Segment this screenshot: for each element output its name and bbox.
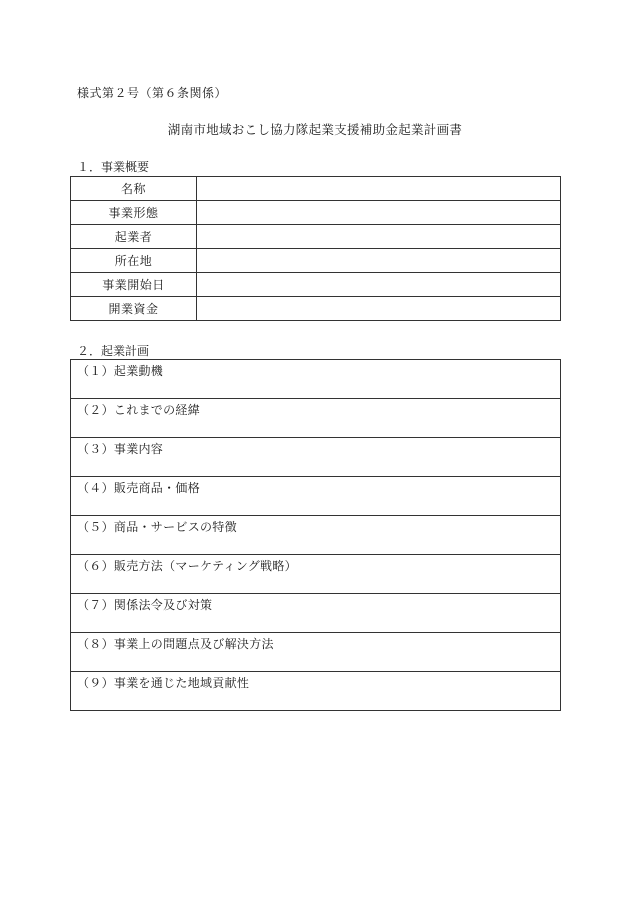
row-value-field[interactable] — [197, 177, 561, 201]
row-value-field[interactable] — [197, 201, 561, 225]
plan-item-field[interactable]: （６）販売方法（マーケティング戦略） — [71, 555, 561, 594]
row-value-field[interactable] — [197, 225, 561, 249]
row-label: 所在地 — [71, 249, 197, 273]
row-value-field[interactable] — [197, 273, 561, 297]
section-heading-plan: ２．起業計画 — [77, 344, 150, 358]
plan-item-field[interactable]: （８）事業上の問題点及び解決方法 — [71, 633, 561, 672]
table-row — [71, 297, 561, 321]
row-label: 事業開始日 — [71, 273, 197, 297]
plan-item-field[interactable]: （５）商品・サービスの特徴 — [71, 516, 561, 555]
section-heading-overview: １．事業概要 — [77, 160, 150, 174]
row-label: 起業者 — [71, 225, 197, 249]
table-row — [71, 516, 561, 555]
row-label: 事業形態 — [71, 201, 197, 225]
table-row — [71, 438, 561, 477]
document-title: 湖南市地域おこし協力隊起業支援補助金起業計画書 — [167, 122, 463, 137]
row-label: 名称 — [71, 177, 197, 201]
plan-item-field[interactable]: （１）起業動機 — [71, 360, 561, 399]
table-row — [71, 225, 561, 249]
table-row — [71, 477, 561, 516]
table-row — [71, 555, 561, 594]
table-row — [71, 633, 561, 672]
row-value-field[interactable] — [197, 297, 561, 321]
row-value-field[interactable] — [197, 249, 561, 273]
table-row — [71, 177, 561, 201]
table-row — [71, 594, 561, 633]
table-row — [71, 273, 561, 297]
plan-item-field[interactable]: （７）関係法令及び対策 — [71, 594, 561, 633]
table-row — [71, 201, 561, 225]
plan-item-field[interactable]: （２）これまでの経緯 — [71, 399, 561, 438]
form-number: 様式第２号（第６条関係） — [77, 86, 228, 100]
business-plan-table — [70, 359, 561, 711]
plan-item-field[interactable]: （９）事業を通じた地域貢献性 — [71, 672, 561, 711]
row-label: 開業資金 — [71, 297, 197, 321]
plan-item-field[interactable]: （３）事業内容 — [71, 438, 561, 477]
table-row — [71, 249, 561, 273]
table-row — [71, 399, 561, 438]
plan-item-field[interactable]: （４）販売商品・価格 — [71, 477, 561, 516]
business-overview-table — [70, 176, 561, 321]
table-row — [71, 360, 561, 399]
table-row — [71, 672, 561, 711]
